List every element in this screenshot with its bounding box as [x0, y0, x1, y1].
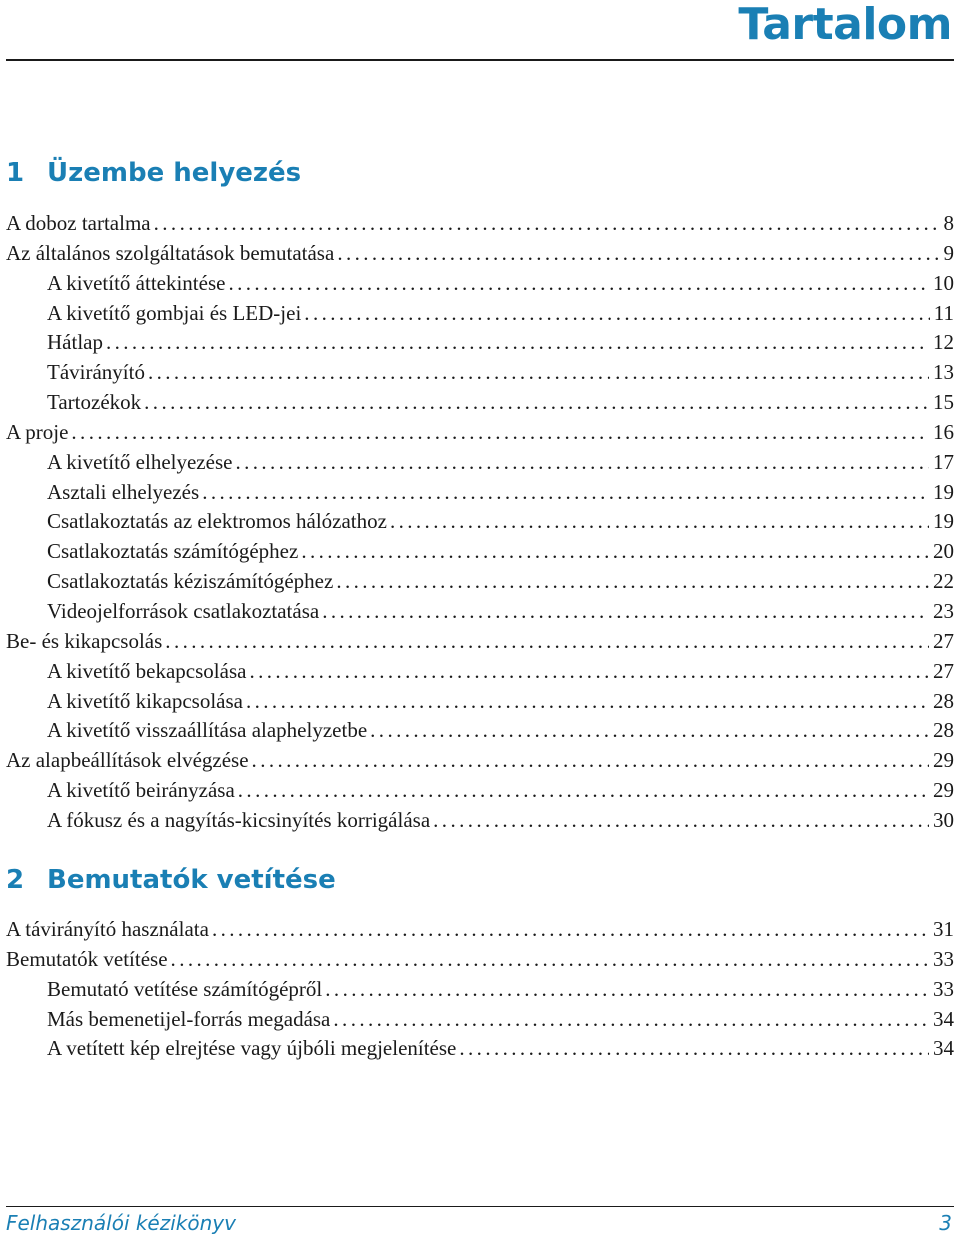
toc-entry-page: 23 — [933, 598, 954, 623]
toc-entry-label: Csatlakoztatás számítógéphez — [47, 539, 299, 564]
toc-list-chapter-1 — [6, 209, 954, 836]
toc-entry-page: 29 — [933, 748, 954, 773]
toc-entry-label: Az alapbeállítások elvégzése — [6, 748, 249, 773]
toc-entry-page: 16 — [933, 419, 954, 444]
toc-entry[interactable] — [6, 945, 954, 975]
toc-entry-label: A vetített kép elrejtése vagy újbóli megjelenítése — [47, 1036, 457, 1061]
toc-dot-leader — [71, 418, 929, 448]
toc-entry[interactable] — [6, 478, 954, 508]
toc-entry-page: 22 — [933, 569, 954, 594]
toc-entry-label: A kivetítő gombjai és LED-jei — [47, 300, 302, 325]
toc-entry[interactable] — [6, 299, 954, 329]
toc-entry-label: A doboz tartalma — [6, 211, 151, 235]
toc-dot-leader — [370, 716, 929, 746]
toc-entry[interactable] — [6, 716, 954, 746]
toc-entry-label: A kivetítő elhelyezése — [47, 449, 233, 474]
toc-dot-leader — [148, 358, 929, 388]
toc-dot-leader — [165, 627, 929, 657]
toc-entry-label: Az általános szolgáltatások bemutatása — [6, 240, 335, 265]
toc-dot-leader — [301, 537, 929, 567]
toc-dot-leader — [433, 806, 929, 836]
toc-dot-leader — [325, 975, 929, 1005]
toc-entry-page: 33 — [933, 946, 954, 971]
toc-dot-leader — [336, 567, 929, 597]
toc-dot-leader — [390, 507, 929, 537]
toc-entry-page: 11 — [933, 300, 954, 325]
toc-dot-leader — [337, 239, 939, 269]
toc-entry-page: 34 — [933, 1006, 954, 1031]
footer-divider — [6, 1206, 954, 1207]
toc-entry[interactable] — [6, 269, 954, 299]
toc-dot-leader — [212, 915, 929, 945]
toc-entry[interactable] — [6, 209, 954, 239]
toc-dot-leader — [333, 1005, 929, 1035]
toc-entry-label: Bemutatók vetítése — [6, 946, 168, 971]
chapter-number: 2 — [6, 865, 25, 895]
page-title: Tartalom — [738, 0, 952, 50]
footer-page-number: 3 — [939, 1211, 952, 1235]
toc-entry[interactable] — [6, 627, 954, 657]
toc-entry-label: A kivetítő kikapcsolása — [47, 688, 243, 713]
toc-entry[interactable] — [6, 915, 954, 945]
toc-dot-leader — [238, 776, 929, 806]
toc-entry-page: 28 — [933, 688, 954, 713]
toc-entry-page: 17 — [933, 449, 954, 474]
toc-entry-label: Tartozékok — [47, 390, 142, 415]
toc-entry-page: 20 — [933, 539, 954, 564]
toc-entry[interactable] — [6, 388, 954, 418]
toc-entry[interactable] — [6, 1034, 954, 1064]
toc-dot-leader — [171, 945, 929, 975]
toc-entry[interactable] — [6, 687, 954, 717]
toc-entry-page: 30 — [933, 807, 954, 832]
chapter-title: Bemutatók vetítése — [47, 865, 336, 895]
toc-entry[interactable] — [6, 418, 954, 448]
toc-entry-label: A fókusz és a nagyítás-kicsinyítés korrigálása — [47, 807, 431, 832]
toc-dot-leader — [459, 1034, 929, 1064]
toc-entry[interactable] — [6, 975, 954, 1005]
toc-entry-page: 9 — [943, 240, 954, 265]
toc-entry[interactable] — [6, 597, 954, 627]
toc-entry[interactable] — [6, 1005, 954, 1035]
toc-entry[interactable] — [6, 537, 954, 567]
toc-entry-label: Be- és kikapcsolás — [6, 628, 163, 653]
toc-entry-label: Videojelforrások csatlakoztatása — [47, 598, 320, 623]
chapter-number: 1 — [6, 158, 25, 188]
toc-entry-label: Bemutató vetítése számítógépről — [47, 976, 323, 1001]
toc-entry-label: A távirányító használata — [6, 917, 209, 941]
toc-entry-label: Hátlap — [47, 330, 103, 355]
toc-entry-label: A kivetítő visszaállítása alaphelyzetbe — [47, 718, 368, 743]
toc-dot-leader — [249, 657, 929, 687]
toc-dot-leader — [144, 388, 929, 418]
toc-entry-page: 27 — [933, 628, 954, 653]
chapter-title: Üzembe helyezés — [47, 158, 302, 188]
toc-entry-page: 29 — [933, 778, 954, 803]
toc-entry-label: Csatlakoztatás az elektromos hálózathoz — [47, 509, 387, 534]
toc-dot-leader — [246, 687, 929, 717]
toc-entry-page: 31 — [933, 917, 954, 941]
toc-entry-page: 10 — [933, 270, 954, 295]
toc-dot-leader — [106, 328, 929, 358]
toc-entry-label: A proje — [6, 419, 69, 444]
toc-entry-label: A kivetítő áttekintése — [47, 270, 226, 295]
chapter-heading-1 — [6, 158, 301, 188]
toc-entry-label: Távirányító — [47, 360, 145, 385]
toc-dot-leader — [202, 478, 929, 508]
header-divider — [6, 59, 954, 61]
toc-entry-page: 12 — [933, 330, 954, 355]
toc-entry-page: 27 — [933, 658, 954, 683]
toc-dot-leader — [154, 209, 940, 239]
toc-entry-page: 19 — [933, 509, 954, 534]
footer-document-name: Felhasználói kézikönyv — [6, 1211, 236, 1235]
toc-dot-leader — [252, 746, 929, 776]
toc-entry[interactable] — [6, 507, 954, 537]
toc-entry-page: 33 — [933, 976, 954, 1001]
toc-entry[interactable] — [6, 567, 954, 597]
toc-entry[interactable] — [6, 448, 954, 478]
toc-entry-label: Csatlakoztatás kéziszámítógéphez — [47, 569, 334, 594]
toc-entry-label: Más bemenetijel-forrás megadása — [47, 1006, 331, 1031]
toc-dot-leader — [228, 269, 929, 299]
toc-list-chapter-2 — [6, 915, 954, 1064]
toc-dot-leader — [322, 597, 929, 627]
toc-entry[interactable] — [6, 239, 954, 269]
toc-dot-leader — [304, 299, 929, 329]
toc-entry-label: Asztali elhelyezés — [47, 479, 200, 504]
toc-entry-page: 13 — [933, 360, 954, 385]
toc-entry-page: 8 — [943, 211, 954, 235]
toc-dot-leader — [235, 448, 929, 478]
toc-entry-page: 19 — [933, 479, 954, 504]
toc-entry[interactable] — [6, 806, 954, 836]
toc-entry[interactable] — [6, 358, 954, 388]
toc-entry-page: 28 — [933, 718, 954, 743]
chapter-heading-2 — [6, 865, 336, 895]
toc-entry[interactable] — [6, 657, 954, 687]
toc-entry-label: A kivetítő bekapcsolása — [47, 658, 247, 683]
toc-entry-page: 34 — [933, 1036, 954, 1061]
toc-entry[interactable] — [6, 776, 954, 806]
toc-entry[interactable] — [6, 746, 954, 776]
toc-entry[interactable] — [6, 328, 954, 358]
toc-entry-label: A kivetítő beirányzása — [47, 778, 235, 803]
toc-entry-page: 15 — [933, 390, 954, 415]
